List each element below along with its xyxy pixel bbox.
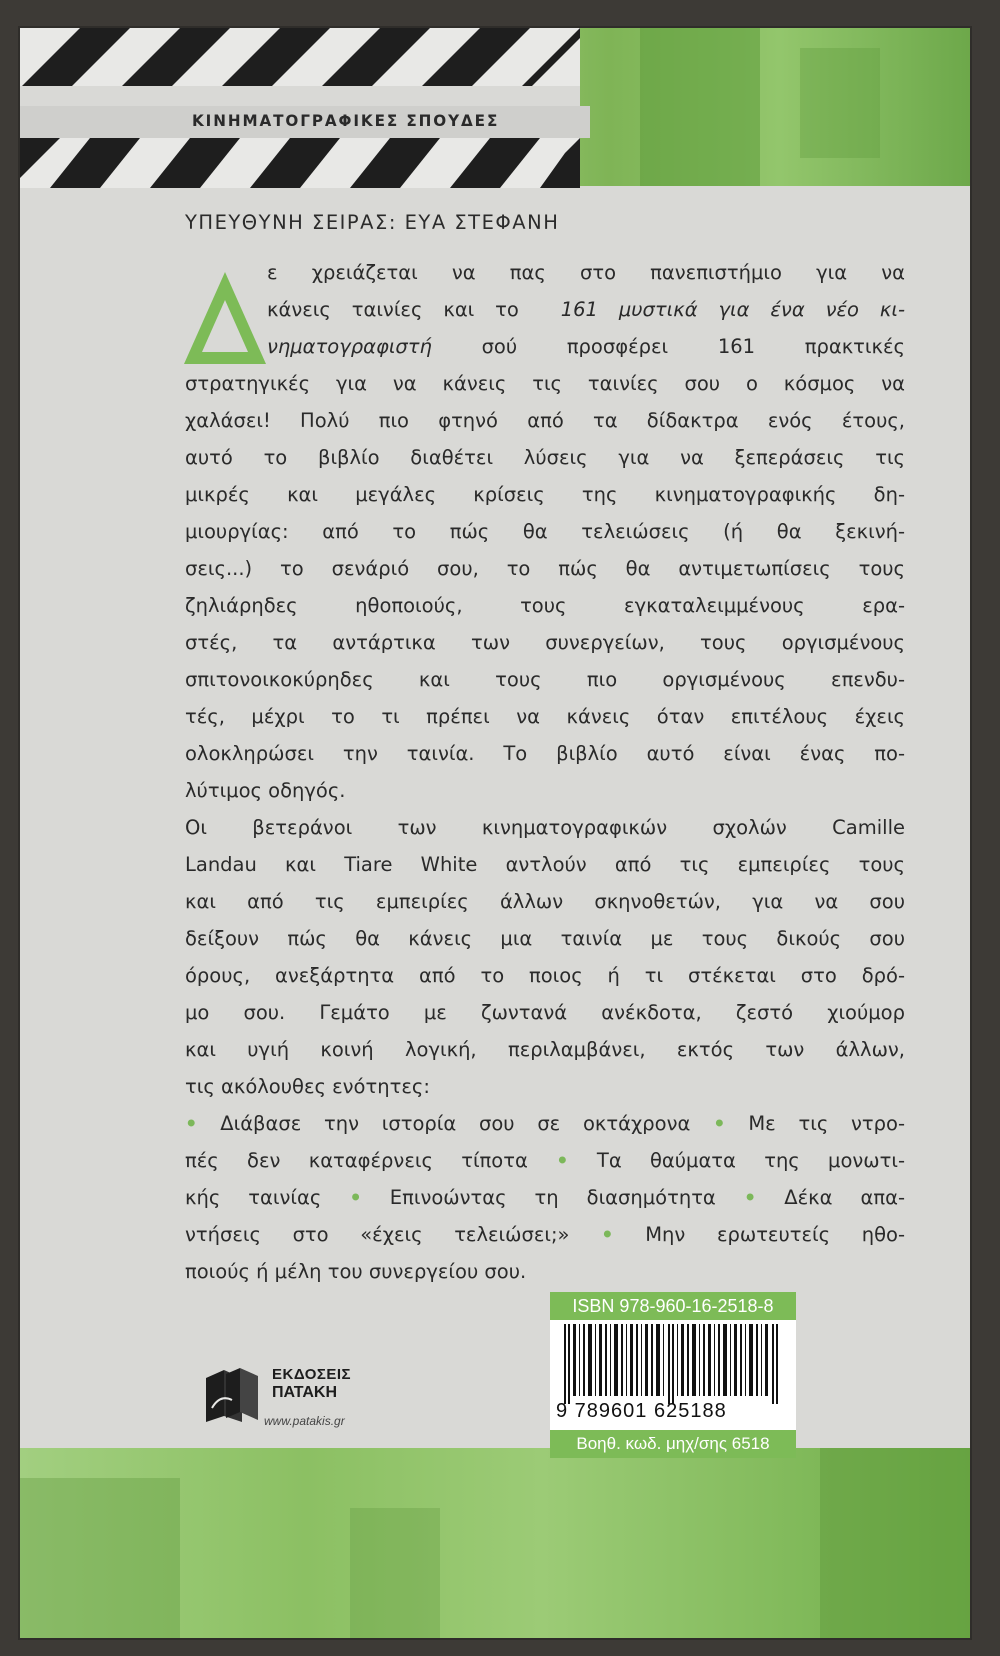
bullet-icon: • bbox=[185, 1112, 198, 1135]
text-line: κής ταινίας • Επινοώντας τη διασημότητα • Δέκα απα- bbox=[185, 1186, 906, 1209]
bullet-icon: • bbox=[743, 1186, 757, 1209]
text-line: σπιτονοικοκύρηδες και τους πιο οργισμένους επενδυ- bbox=[185, 668, 905, 691]
text-line: ντήσεις στο «έχεις τελειώσει;» • Μην ερωτευτείς ηθο- bbox=[185, 1223, 905, 1246]
publisher-name-line2: ΠΑΤΑΚΗ bbox=[272, 1384, 338, 1401]
text-line: κάνεις ταινίες και το 161 μυστικά για ένα νέο κι- bbox=[267, 298, 906, 321]
publisher-logo bbox=[202, 1356, 402, 1436]
chapter-list bbox=[185, 1105, 905, 1290]
barcode bbox=[550, 1320, 796, 1430]
text-line: στές, τα αντάρτικα των συνεργείων, τους οργισμένους bbox=[185, 631, 905, 654]
text-line: Οι βετεράνοι των κινηματογραφικών σχολών Camille bbox=[185, 816, 905, 839]
series-editor: ΥΠΕΥΘΥΝΗ ΣΕΙΡΑΣ: ΕΥΑ ΣΤΕΦΑΝΗ bbox=[185, 211, 560, 234]
barcode-bars bbox=[550, 1324, 796, 1404]
text-line: λύτιμος οδηγός. bbox=[185, 779, 346, 802]
publisher-url: www.patakis.gr bbox=[264, 1414, 345, 1428]
bullet-icon: • bbox=[713, 1112, 726, 1135]
text-line: μιουργίας: από το πώς θα τελειώσεις (ή θα ξεκινή- bbox=[185, 520, 905, 543]
text-line: ζηλιάρηδες ηθοποιούς, τους εγκαταλειμμένους ερα- bbox=[185, 594, 905, 617]
text-line: ολοκληρώσει την ταινία. Το βιβλίο αυτό είναι ένας πο- bbox=[185, 742, 905, 765]
internal-code: Βοηθ. κωδ. μηχ/σης 6518 bbox=[550, 1430, 796, 1458]
clapperboard-icon bbox=[20, 28, 615, 188]
text-line: ε χρειάζεται να πας στο πανεπιστήμιο για να bbox=[267, 261, 905, 284]
text-line: νηματογραφιστή σού προσφέρει 161 πρακτικές bbox=[267, 335, 905, 358]
text-line: στρατηγικές για να κάνεις τις ταινίες σου ο κόσμος να bbox=[185, 372, 905, 395]
text-line: σεις...) το σενάριό σου, το πώς θα αντιμετωπίσεις τους bbox=[185, 557, 905, 580]
text-line: Landau και Tiare White αντλούν από τις εμπειρίες τους bbox=[185, 853, 905, 876]
publisher-books-icon bbox=[202, 1364, 266, 1424]
series-label: ΚΙΝΗΜΑΤΟΓΡΑΦΙΚΕΣ ΣΠΟΥΔΕΣ bbox=[192, 111, 500, 130]
text-line: τις ακόλουθες ενότητες: bbox=[185, 1075, 430, 1098]
text-line: μο σου. Γεμάτο με ζωντανά ανέκδοτα, ζεστό χιούμορ bbox=[185, 1001, 905, 1024]
book-title: 161 μυστικά για ένα νέο κι- bbox=[560, 298, 906, 321]
text-line: και από τις εμπειρίες άλλων σκηνοθετών, για να σου bbox=[185, 890, 905, 913]
barcode-digits: 9 789601 625188 bbox=[556, 1400, 727, 1422]
text-line: μικρές και μεγάλες κρίσεις της κινηματογραφικής δη- bbox=[185, 483, 905, 506]
bullet-icon: • bbox=[556, 1149, 569, 1172]
bullet-icon: • bbox=[349, 1186, 362, 1209]
footer-photo-band bbox=[20, 1448, 970, 1638]
description-paragraph-2 bbox=[185, 809, 905, 1105]
text-line: ποιούς ή μέλη του συνεργείου σου. bbox=[185, 1260, 527, 1283]
isbn-label: ISBN 978-960-16-2518-8 bbox=[550, 1292, 796, 1320]
text-line: πές δεν καταφέρνεις τίποτα • Τα θαύματα της μονωτι- bbox=[185, 1149, 905, 1172]
text-line: χαλάσει! Πολύ πιο φτηνό από τα δίδακτρα ενός έτους, bbox=[185, 409, 905, 432]
text-line: όρους, ανεξάρτητα από το ποιος ή τι στέκεται στο δρό- bbox=[185, 964, 905, 987]
back-cover bbox=[20, 28, 970, 1638]
text-line: δείξουν πώς θα κάνεις μια ταινία με τους δικούς σου bbox=[185, 927, 905, 950]
description-paragraph-1 bbox=[185, 254, 905, 809]
text-line: αυτό το βιβλίο διαθέτει λύσεις για να ξεπεράσεις τις bbox=[185, 446, 905, 469]
publisher-name-line1: ΕΚΔΟΣΕΙΣ bbox=[272, 1366, 352, 1383]
text-line: και υγιή κοινή λογική, περιλαμβάνει, εκτός των άλλων, bbox=[185, 1038, 905, 1061]
text-line: • Διάβασε την ιστορία σου σε οκτάχρονα • Με τις ντρο- bbox=[185, 1112, 906, 1135]
bullet-icon: • bbox=[601, 1223, 614, 1246]
book-title-cont: νηματογραφιστή bbox=[267, 335, 432, 358]
text-line: τές, μέχρι το τι πρέπει να κάνεις όταν επιτέλους έχεις bbox=[185, 705, 905, 728]
